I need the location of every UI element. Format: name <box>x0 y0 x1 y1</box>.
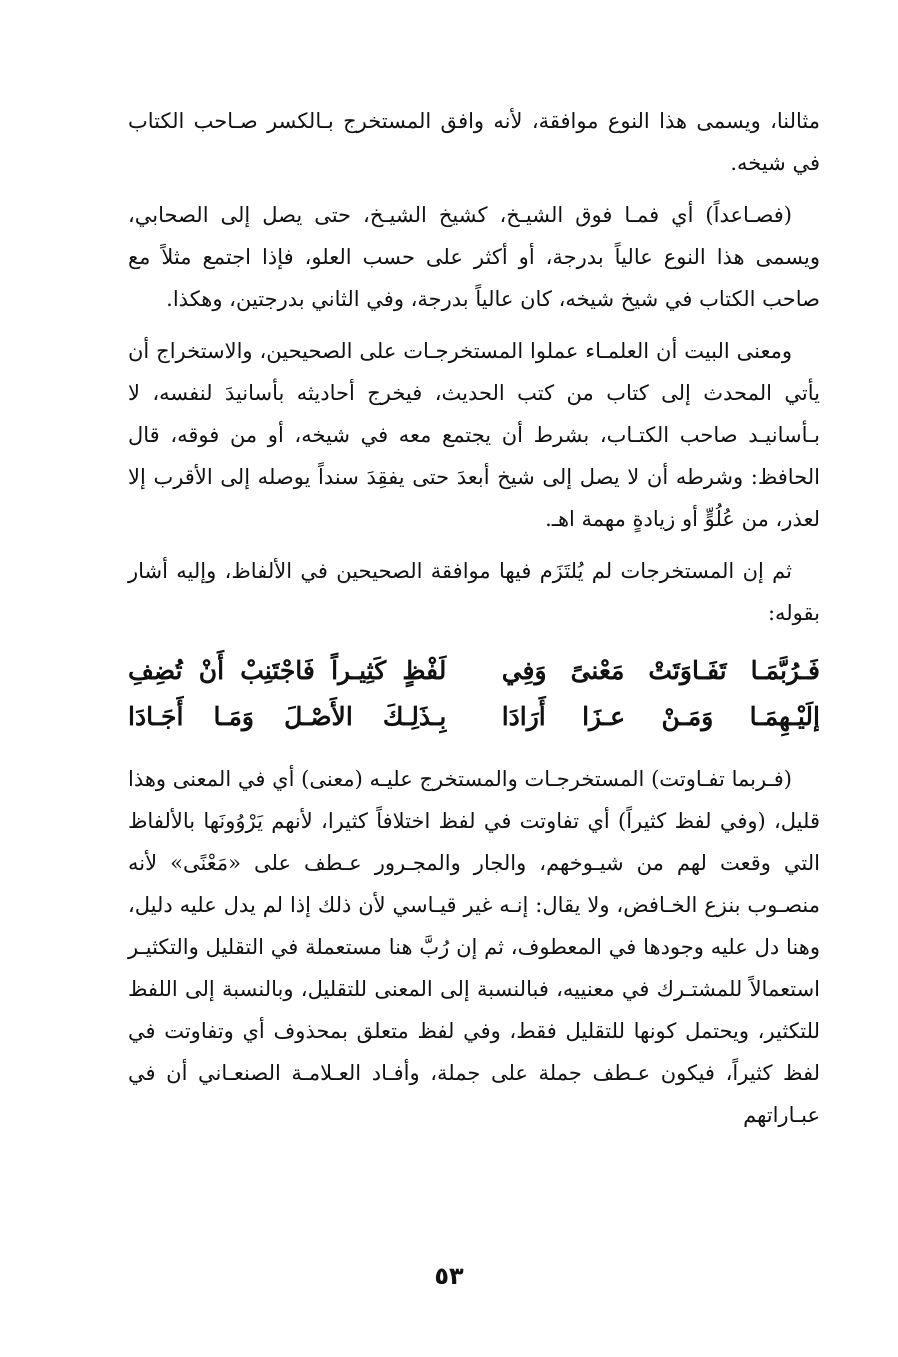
commentary-paragraph: (فـربما تفـاوتت) المستخرجـات والمستخرج عليـه (معنى) أي في المعنى وهذا قليل، (وفي لفظ كثيراً) أي تفاوتت في لفظ اختلافاً كثيرا، لأنهم يَرْوُونَها بالألفاظ التي وقعت لهم من شيـوخهم، والجار والمجـرور عـطف على «مَعْنًى» لأنه منصـوب بنزع الخـافض، ولا يقال: إنـه غير قيـاسي لأن ذلك إذا لم يدل عليه دليل، وهنا دل عليه وجودها في المعطوف، ثم إن رُبَّ هنا مستعملة في التقليل والتكثيـر استعمالاً للمشتـرك في معنييه، فبالنسبة إلى المعنى للتقليل، وبالنسبة إلى اللفظ للتكثير، ويحتمل كونها للتقليل فقط، وفي لفظ متعلق بمحذوف أي وتفاوتت في لفظ كثيراً، فيكون عـطف جملة على جملة، وأفـاد العـلامـة الصنعـاني أن في عبـاراتهم <box>128 767 820 1127</box>
verse-line-2 <box>128 694 820 740</box>
paragraph-4: ثم إن المستخرجات لم يُلتَزَم فيها موافقة الصحيحين في الألفاظ، وإليه أشار بقوله: <box>128 559 820 625</box>
verse-1-second-hemistich: لَفْظٍ كَثِيـراً فَاجْتَنِبْ أَنْ تُضِفِ <box>128 656 447 685</box>
paragraph-3: ومعنى البيت أن العلمـاء عملوا المستخرجـات على الصحيحين، والاستخراج أن يأتي المحدث إلى كتاب من كتب الحديث، فيخرج أحاديثه بأسانيدَ لنفسه، لا بـأسانيـد صاحب الكتـاب، بشرط أن يجتمع معه في شيخه، أو من فوقه، قال الحافظ: وشرطه أن لا يصل إلى شيخ أبعدَ حتى يفقِدَ سنداً يوصله إلى الأقرب إلا لعذر، من عُلُوٍّ أو زيادةٍ مهمة اهـ. <box>128 339 820 531</box>
page-body <box>128 100 820 1146</box>
verse-2-second-hemistich: بِـذَلِـكَ الأَصْـلَ وَمَـا أَجَـادَا <box>128 702 447 731</box>
verse-line-1 <box>128 648 820 694</box>
paragraph-2: (فصـاعداً) أي فمـا فوق الشيـخ، كشيخ الشيـخ، حتى يصل إلى الصحابي، ويسمى هذا النوع عالياً بدرجة، أو أكثر على حسب العلو، فإذا اجتمع مثلاً مع صاحب الكتاب في شيخ شيخه، كان عالياً بدرجة، وفي الثاني بدرجتين، وهكذا. <box>128 203 820 311</box>
verse-block <box>128 648 820 740</box>
page-number: ٥٣ <box>434 1262 464 1290</box>
verse-2-first-hemistich: إلَيْـهِمَـا وَمَـنْ عـزَا أَرَادَا <box>501 702 820 731</box>
paragraph-1: مثالنا، ويسمى هذا النوع موافقة، لأنه وافق المستخرج بـالكسر صـاحب الكتاب في شيخه. <box>128 109 820 175</box>
verse-1-first-hemistich: فَـرُبَّمَـا تَفَـاوَتَتْ مَعْنىً وَفِي <box>501 656 820 685</box>
